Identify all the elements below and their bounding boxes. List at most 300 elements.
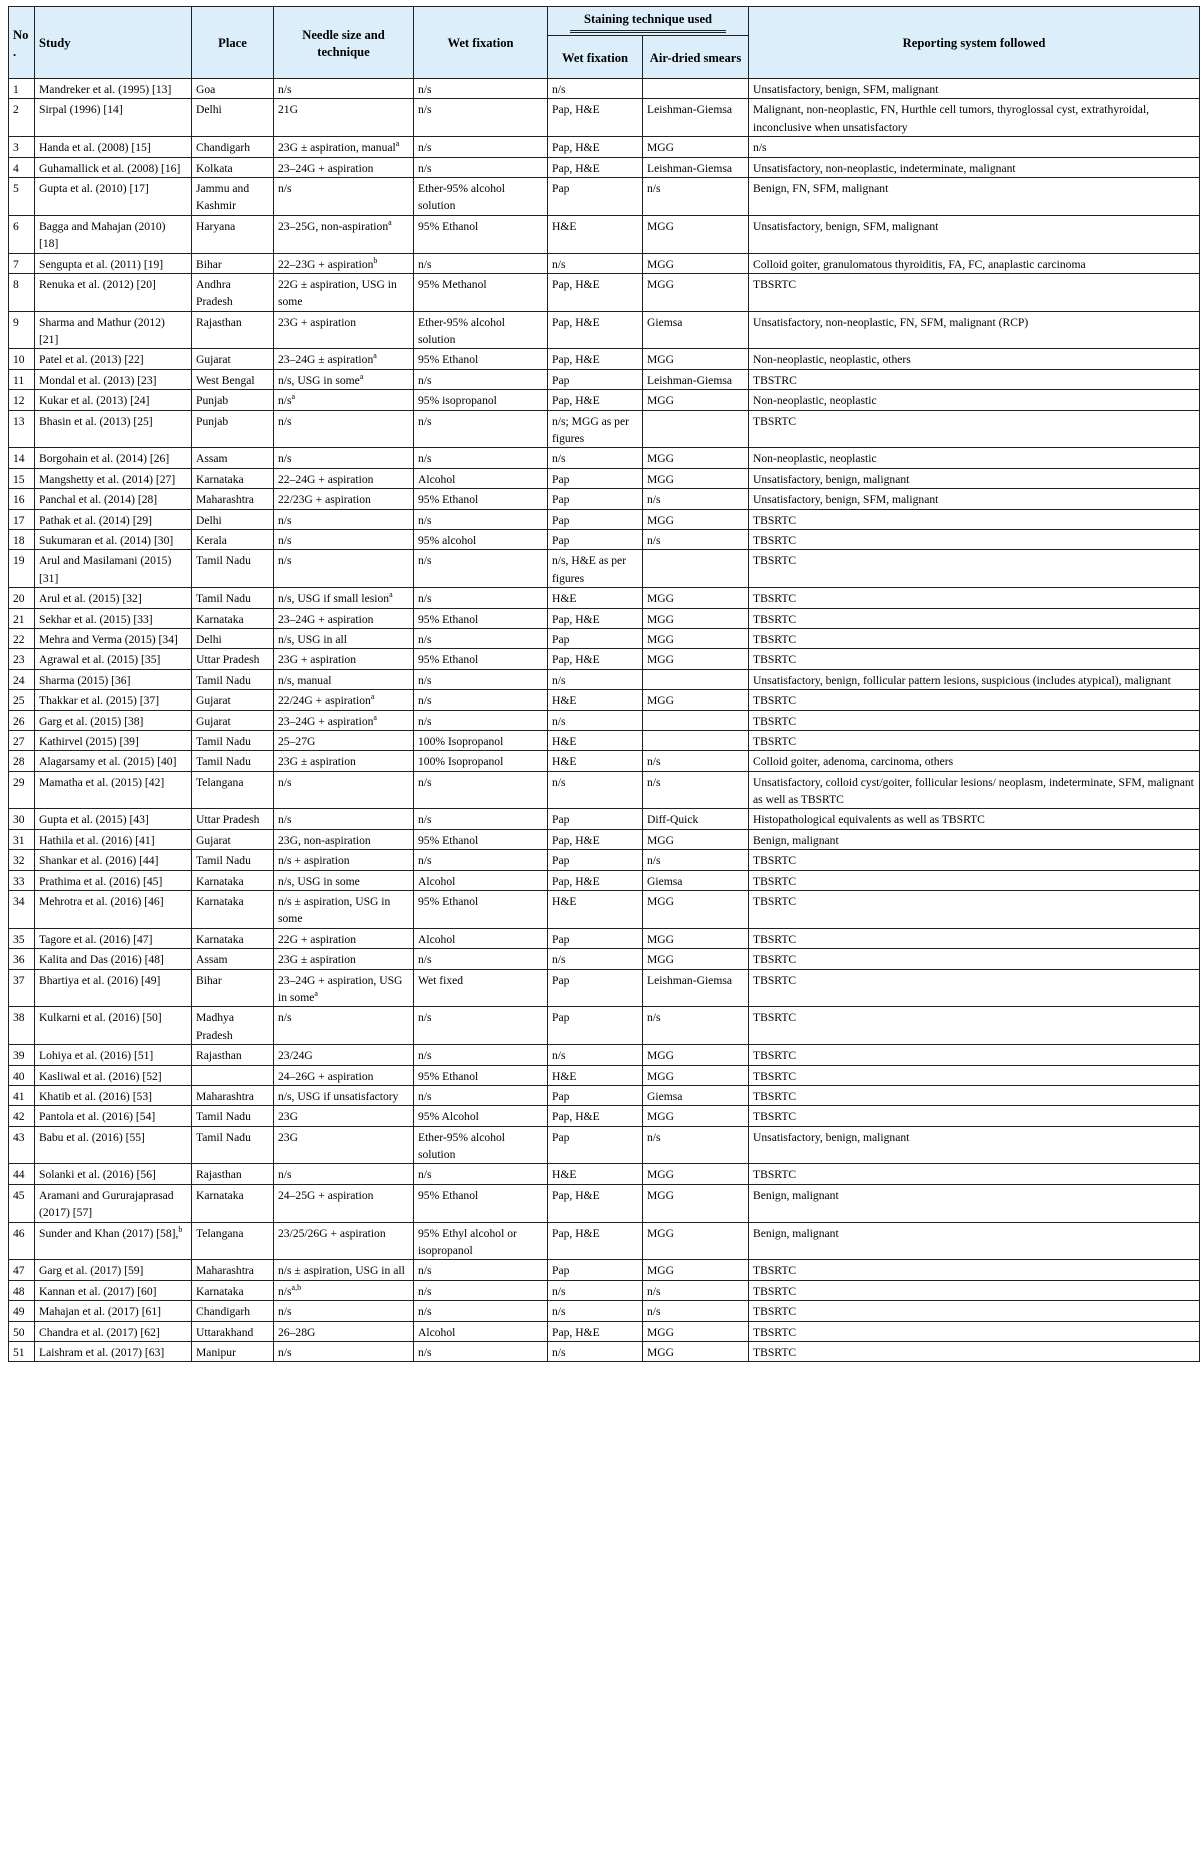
cell-stain-wet	[548, 628, 643, 648]
cell-needle	[274, 410, 414, 448]
cell-needle-text: 23G + aspiration	[278, 653, 357, 667]
cell-stain-air-text: Leishman-Giemsa	[647, 973, 732, 987]
cell-needle-text: 23G	[278, 1110, 298, 1124]
cell-needle	[274, 588, 414, 608]
cell-stain-wet-text: n/s	[552, 257, 566, 271]
cell-place	[192, 891, 274, 929]
cell-no	[9, 949, 35, 969]
cell-needle-text: n/s, USG in all	[278, 632, 347, 646]
cell-reporting	[749, 1321, 1200, 1341]
cell-stain-wet-text: Pap, H&E	[552, 161, 600, 175]
cell-stain-air	[643, 489, 749, 509]
footnote-marker: a	[314, 989, 318, 999]
header-place: Place	[192, 7, 274, 79]
cell-reporting-text: Non-neoplastic, neoplastic	[753, 394, 877, 408]
cell-wet-fixation-text: n/s	[418, 813, 432, 827]
cell-no	[9, 829, 35, 849]
cell-stain-air-text: MGG	[647, 257, 675, 271]
cell-study-text: Sharma (2015) [36]	[39, 673, 131, 687]
cell-reporting-text: TBSRTC	[753, 1110, 797, 1124]
cell-stain-wet-text: Pap	[552, 632, 570, 646]
cell-place	[192, 690, 274, 710]
cell-reporting-text: Unsatisfactory, colloid cyst/goiter, follicular lesions/ neoplasm, indeterminate, SFM, malignant as well as TBSRTC	[753, 775, 1194, 807]
cell-stain-wet-text: Pap, H&E	[552, 833, 600, 847]
cell-stain-wet-text: n/s, H&E as per figures	[552, 554, 627, 585]
table-header	[9, 7, 1200, 79]
table-row	[9, 529, 1200, 549]
cell-study-text: Handa et al. (2008) [15]	[39, 141, 151, 155]
cell-place	[192, 1184, 274, 1222]
cell-study-text: Sharma and Mathur (2012) [21]	[39, 315, 165, 347]
cell-needle	[274, 1007, 414, 1045]
table-row	[9, 690, 1200, 710]
cell-study	[35, 608, 192, 628]
cell-stain-air-text: MGG	[647, 612, 675, 626]
cell-no	[9, 311, 35, 349]
cell-place	[192, 410, 274, 448]
cell-wet-fixation-text: n/s	[418, 513, 432, 527]
studies-table	[8, 6, 1200, 1362]
cell-study-text: Panchal et al. (2014) [28]	[39, 493, 158, 507]
cell-place	[192, 649, 274, 669]
cell-stain-wet	[548, 850, 643, 870]
cell-stain-air	[643, 690, 749, 710]
cell-reporting	[749, 730, 1200, 750]
cell-stain-wet	[548, 1260, 643, 1280]
cell-stain-wet	[548, 771, 643, 809]
cell-no	[9, 891, 35, 929]
cell-stain-air	[643, 949, 749, 969]
cell-stain-air-text: MGG	[647, 513, 675, 527]
cell-study	[35, 588, 192, 608]
cell-reporting	[749, 690, 1200, 710]
table-row	[9, 509, 1200, 529]
cell-needle	[274, 850, 414, 870]
cell-stain-wet	[548, 949, 643, 969]
cell-study-text: Arul et al. (2015) [32]	[39, 592, 142, 606]
cell-stain-wet-text: n/s	[552, 714, 566, 728]
cell-needle	[274, 870, 414, 890]
cell-study-text: Arul and Masilamani (2015) [31]	[39, 554, 172, 585]
cell-reporting	[749, 588, 1200, 608]
cell-reporting-text: Unsatisfactory, benign, SFM, malignant	[753, 83, 939, 96]
cell-stain-air	[643, 1280, 749, 1300]
cell-study	[35, 649, 192, 669]
cell-stain-wet	[548, 157, 643, 177]
cell-stain-air	[643, 448, 749, 468]
cell-stain-wet-text: Pap, H&E	[552, 315, 600, 329]
cell-wet-fixation	[414, 1280, 548, 1300]
cell-needle-text: 24–25G + aspiration	[278, 1188, 374, 1202]
cell-stain-air-text: MGG	[647, 1049, 675, 1063]
cell-stain-air	[643, 215, 749, 253]
cell-wet-fixation-text: Alcohol	[418, 1325, 456, 1339]
footnote-marker: a	[359, 372, 364, 381]
cell-wet-fixation-text: n/s	[418, 694, 432, 708]
cell-study	[35, 99, 192, 137]
cell-no	[9, 253, 35, 273]
cell-wet-fixation	[414, 809, 548, 829]
cell-stain-air	[643, 809, 749, 829]
cell-no-text: 44	[13, 1168, 25, 1182]
cell-stain-wet	[548, 468, 643, 488]
cell-stain-wet-text: Pap, H&E	[552, 277, 600, 291]
cell-stain-wet	[548, 690, 643, 710]
cell-needle-text: 23–24G + aspiration, USG in some	[278, 973, 403, 1004]
cell-reporting	[749, 1007, 1200, 1045]
header-study: Study	[35, 7, 192, 79]
cell-study-text: Kulkarni et al. (2016) [50]	[39, 1011, 162, 1025]
cell-no	[9, 649, 35, 669]
cell-study-text: Lohiya et al. (2016) [51]	[39, 1049, 154, 1063]
cell-needle	[274, 468, 414, 488]
table-row	[9, 215, 1200, 253]
cell-stain-wet-text: Pap	[552, 932, 570, 946]
footnote-marker: a	[373, 351, 377, 361]
cell-needle-text: 26–28G	[278, 1325, 316, 1339]
cell-stain-air-text: MGG	[647, 1069, 675, 1083]
table-row	[9, 137, 1200, 157]
cell-place	[192, 215, 274, 253]
cell-no	[9, 369, 35, 389]
cell-study	[35, 369, 192, 389]
table-row	[9, 79, 1200, 99]
cell-stain-air	[643, 1260, 749, 1280]
cell-reporting-text: TBSRTC	[753, 1346, 797, 1359]
cell-study	[35, 771, 192, 809]
cell-place-text: Tamil Nadu	[196, 755, 251, 769]
cell-no-text: 50	[13, 1325, 25, 1339]
cell-stain-air	[643, 649, 749, 669]
cell-no	[9, 669, 35, 689]
cell-reporting	[749, 311, 1200, 349]
cell-needle	[274, 1321, 414, 1341]
cell-needle-text: n/s + aspiration	[278, 854, 350, 868]
cell-stain-air-text: MGG	[647, 632, 675, 646]
cell-no-text: 51	[13, 1346, 25, 1359]
cell-stain-wet	[548, 1222, 643, 1260]
cell-place-text: Gujarat	[196, 694, 231, 708]
cell-needle-text: 22G + aspiration	[278, 932, 357, 946]
cell-place-text: Tamil Nadu	[196, 854, 251, 868]
cell-wet-fixation-text: n/s	[418, 854, 432, 868]
cell-wet-fixation-text: 95% alcohol	[418, 533, 477, 547]
cell-place	[192, 99, 274, 137]
cell-stain-wet-text: Pap	[552, 1089, 570, 1103]
cell-needle	[274, 1280, 414, 1300]
cell-stain-wet	[548, 489, 643, 509]
table-row	[9, 730, 1200, 750]
cell-wet-fixation-text: n/s	[418, 83, 432, 96]
cell-no-text: 29	[13, 775, 25, 789]
cell-no	[9, 1280, 35, 1300]
cell-no	[9, 751, 35, 771]
cell-reporting-text: Unsatisfactory, benign, malignant	[753, 1130, 910, 1144]
cell-stain-air-text: MGG	[647, 141, 675, 155]
cell-wet-fixation-text: n/s	[418, 414, 432, 428]
cell-stain-air	[643, 710, 749, 730]
cell-no-text: 24	[13, 673, 25, 687]
header-staining-group	[548, 7, 749, 36]
cell-study	[35, 1321, 192, 1341]
cell-wet-fixation-text: Ether-95% alcohol solution	[418, 1130, 506, 1162]
cell-wet-fixation	[414, 870, 548, 890]
cell-no-text: 48	[13, 1284, 25, 1298]
cell-study	[35, 448, 192, 468]
cell-reporting-text: TBSRTC	[753, 874, 797, 888]
cell-stain-wet	[548, 448, 643, 468]
cell-stain-wet	[548, 608, 643, 628]
cell-needle	[274, 829, 414, 849]
cell-stain-wet-text: Pap	[552, 1264, 570, 1278]
cell-stain-wet-text: Pap, H&E	[552, 1110, 600, 1124]
cell-stain-wet	[548, 969, 643, 1007]
cell-reporting-text: TBSRTC	[753, 694, 797, 708]
cell-no	[9, 410, 35, 448]
cell-wet-fixation	[414, 1065, 548, 1085]
table-row	[9, 809, 1200, 829]
table-row	[9, 608, 1200, 628]
cell-stain-wet	[548, 137, 643, 157]
cell-study	[35, 1065, 192, 1085]
cell-wet-fixation	[414, 253, 548, 273]
cell-needle-text: 23G ± aspiration, manual	[278, 141, 396, 155]
cell-stain-wet-text: H&E	[552, 755, 577, 769]
cell-stain-wet	[548, 891, 643, 929]
cell-reporting	[749, 550, 1200, 588]
table-row	[9, 448, 1200, 468]
cell-place-text: Kolkata	[196, 161, 233, 175]
cell-needle-text: 22–23G + aspiration	[278, 257, 374, 271]
cell-wet-fixation-text: n/s	[418, 103, 432, 117]
header-no: No.	[9, 7, 35, 79]
cell-wet-fixation	[414, 489, 548, 509]
cell-study	[35, 1184, 192, 1222]
cell-place-text: Manipur	[196, 1346, 236, 1359]
cell-wet-fixation	[414, 649, 548, 669]
cell-needle-text: 22G ± aspiration, USG in some	[278, 277, 397, 309]
cell-reporting-text: TBSRTC	[753, 533, 797, 547]
cell-needle	[274, 1301, 414, 1321]
cell-stain-air	[643, 1342, 749, 1362]
cell-reporting-text: TBSRTC	[753, 1011, 797, 1025]
cell-place	[192, 730, 274, 750]
cell-reporting-text: Histopathological equivalents as well as TBSRTC	[753, 813, 985, 827]
cell-stain-air-text: n/s	[647, 181, 661, 195]
cell-reporting	[749, 891, 1200, 929]
cell-reporting-text: TBSRTC	[753, 1049, 797, 1063]
header-stain-air: Air-dried smears	[643, 36, 749, 79]
cell-study	[35, 751, 192, 771]
cell-needle	[274, 550, 414, 588]
cell-stain-wet	[548, 1045, 643, 1065]
cell-reporting-text: Unsatisfactory, benign, SFM, malignant	[753, 493, 939, 507]
cell-no-text: 42	[13, 1110, 25, 1124]
cell-study-text: Sengupta et al. (2011) [19]	[39, 257, 164, 271]
cell-reporting	[749, 1126, 1200, 1164]
cell-place-text: Tamil Nadu	[196, 1130, 251, 1144]
cell-study	[35, 870, 192, 890]
cell-stain-air-text: MGG	[647, 1264, 675, 1278]
cell-stain-wet	[548, 1342, 643, 1362]
table-row	[9, 969, 1200, 1007]
cell-needle-text: n/s, USG in some	[278, 874, 360, 888]
cell-no-text: 22	[13, 632, 25, 646]
cell-no	[9, 1045, 35, 1065]
cell-no	[9, 850, 35, 870]
cell-study	[35, 137, 192, 157]
cell-needle	[274, 730, 414, 750]
cell-stain-wet-text: Pap, H&E	[552, 353, 600, 367]
table-row	[9, 771, 1200, 809]
cell-stain-air-text: n/s	[647, 1305, 661, 1319]
footnote-marker: a,b	[291, 1282, 302, 1292]
cell-reporting-text: TBSRTC	[753, 414, 797, 428]
footnote-marker: a	[388, 217, 392, 227]
cell-stain-air	[643, 137, 749, 157]
cell-no	[9, 628, 35, 648]
cell-needle	[274, 949, 414, 969]
cell-no	[9, 809, 35, 829]
cell-no-text: 4	[13, 161, 19, 175]
cell-place	[192, 669, 274, 689]
cell-no-text: 16	[13, 493, 25, 507]
cell-needle	[274, 253, 414, 273]
cell-stain-wet	[548, 215, 643, 253]
cell-study-text: Kathirvel (2015) [39]	[39, 734, 139, 748]
cell-stain-wet	[548, 349, 643, 369]
cell-wet-fixation-text: Wet fixed	[418, 973, 464, 987]
cell-reporting	[749, 273, 1200, 311]
cell-needle-text: 23G + aspiration	[278, 315, 357, 329]
cell-no-text: 47	[13, 1264, 25, 1278]
cell-reporting-text: n/s	[753, 141, 767, 155]
cell-place-text: Karnataka	[196, 932, 244, 946]
cell-no-text: 8	[13, 277, 19, 291]
cell-study-text: Renuka et al. (2012) [20]	[39, 277, 156, 291]
cell-stain-wet	[548, 1007, 643, 1045]
cell-needle	[274, 1342, 414, 1362]
cell-reporting	[749, 949, 1200, 969]
cell-stain-wet	[548, 870, 643, 890]
cell-stain-wet-text: n/s	[552, 83, 566, 96]
cell-stain-wet-text: Pap, H&E	[552, 1226, 600, 1240]
cell-place	[192, 1045, 274, 1065]
cell-reporting	[749, 1106, 1200, 1126]
cell-stain-wet	[548, 649, 643, 669]
cell-stain-air-text: MGG	[647, 694, 675, 708]
cell-needle-text: n/s	[278, 452, 292, 466]
cell-needle-text: 23–24G + aspiration	[278, 612, 374, 626]
cell-study-text: Kasliwal et al. (2016) [52]	[39, 1069, 162, 1083]
cell-study-text: Chandra et al. (2017) [62]	[39, 1325, 160, 1339]
cell-no-text: 35	[13, 932, 25, 946]
cell-place-text: Madhya Pradesh	[196, 1011, 234, 1042]
table-row	[9, 669, 1200, 689]
cell-no	[9, 588, 35, 608]
cell-needle	[274, 215, 414, 253]
cell-stain-air	[643, 751, 749, 771]
cell-stain-air	[643, 1184, 749, 1222]
cell-no-text: 43	[13, 1130, 25, 1144]
cell-place	[192, 529, 274, 549]
cell-stain-air-text: MGG	[647, 394, 675, 408]
table-row	[9, 829, 1200, 849]
cell-no-text: 40	[13, 1069, 25, 1083]
cell-place	[192, 1007, 274, 1045]
cell-stain-air	[643, 1106, 749, 1126]
cell-wet-fixation-text: n/s	[418, 257, 432, 271]
cell-study	[35, 311, 192, 349]
cell-reporting-text: TBSRTC	[753, 1264, 797, 1278]
cell-wet-fixation	[414, 1106, 548, 1126]
cell-wet-fixation	[414, 1126, 548, 1164]
cell-study	[35, 730, 192, 750]
cell-study-text: Solanki et al. (2016) [56]	[39, 1168, 156, 1182]
cell-place	[192, 1321, 274, 1341]
cell-stain-wet	[548, 1085, 643, 1105]
table-row	[9, 1126, 1200, 1164]
cell-study-text: Bhasin et al. (2013) [25]	[39, 414, 153, 428]
cell-stain-wet	[548, 1164, 643, 1184]
cell-stain-air-text: n/s	[647, 775, 661, 789]
cell-reporting-text: TBSRTC	[753, 714, 797, 728]
cell-wet-fixation-text: n/s	[418, 1346, 432, 1359]
cell-study	[35, 628, 192, 648]
cell-reporting-text: Benign, malignant	[753, 1188, 839, 1202]
cell-place-text: Uttarakhand	[196, 1325, 254, 1339]
cell-study-text: Tagore et al. (2016) [47]	[39, 932, 153, 946]
cell-needle	[274, 891, 414, 929]
header-reporting: Reporting system followed	[749, 7, 1200, 79]
cell-stain-air	[643, 311, 749, 349]
cell-stain-wet-text: Pap, H&E	[552, 394, 600, 408]
cell-place-text: Gujarat	[196, 833, 231, 847]
cell-stain-air-text: MGG	[647, 472, 675, 486]
cell-stain-air-text: MGG	[647, 1188, 675, 1202]
cell-stain-air	[643, 669, 749, 689]
cell-stain-air-text: n/s	[647, 1011, 661, 1025]
cell-wet-fixation	[414, 1085, 548, 1105]
cell-place	[192, 177, 274, 215]
cell-needle	[274, 1065, 414, 1085]
cell-study-text: Thakkar et al. (2015) [37]	[39, 694, 160, 708]
cell-stain-air	[643, 157, 749, 177]
cell-no-text: 17	[13, 513, 25, 527]
cell-stain-wet	[548, 1301, 643, 1321]
cell-needle-text: 21G	[278, 103, 298, 117]
cell-needle	[274, 157, 414, 177]
cell-stain-air	[643, 1164, 749, 1184]
cell-no	[9, 529, 35, 549]
cell-needle	[274, 710, 414, 730]
cell-study-text: Sukumaran et al. (2014) [30]	[39, 533, 174, 547]
cell-study-text: Alagarsamy et al. (2015) [40]	[39, 755, 177, 769]
cell-no-text: 23	[13, 653, 25, 667]
cell-stain-air	[643, 349, 749, 369]
cell-needle-text: n/s	[278, 83, 292, 96]
table-row	[9, 311, 1200, 349]
cell-study	[35, 710, 192, 730]
table-row	[9, 1222, 1200, 1260]
cell-study	[35, 809, 192, 829]
cell-stain-wet-text: Pap, H&E	[552, 612, 600, 626]
cell-reporting-text: TBSRTC	[753, 1325, 797, 1339]
cell-no-text: 9	[13, 315, 19, 329]
table-row	[9, 177, 1200, 215]
cell-reporting	[749, 410, 1200, 448]
cell-reporting-text: TBSRTC	[753, 277, 797, 291]
